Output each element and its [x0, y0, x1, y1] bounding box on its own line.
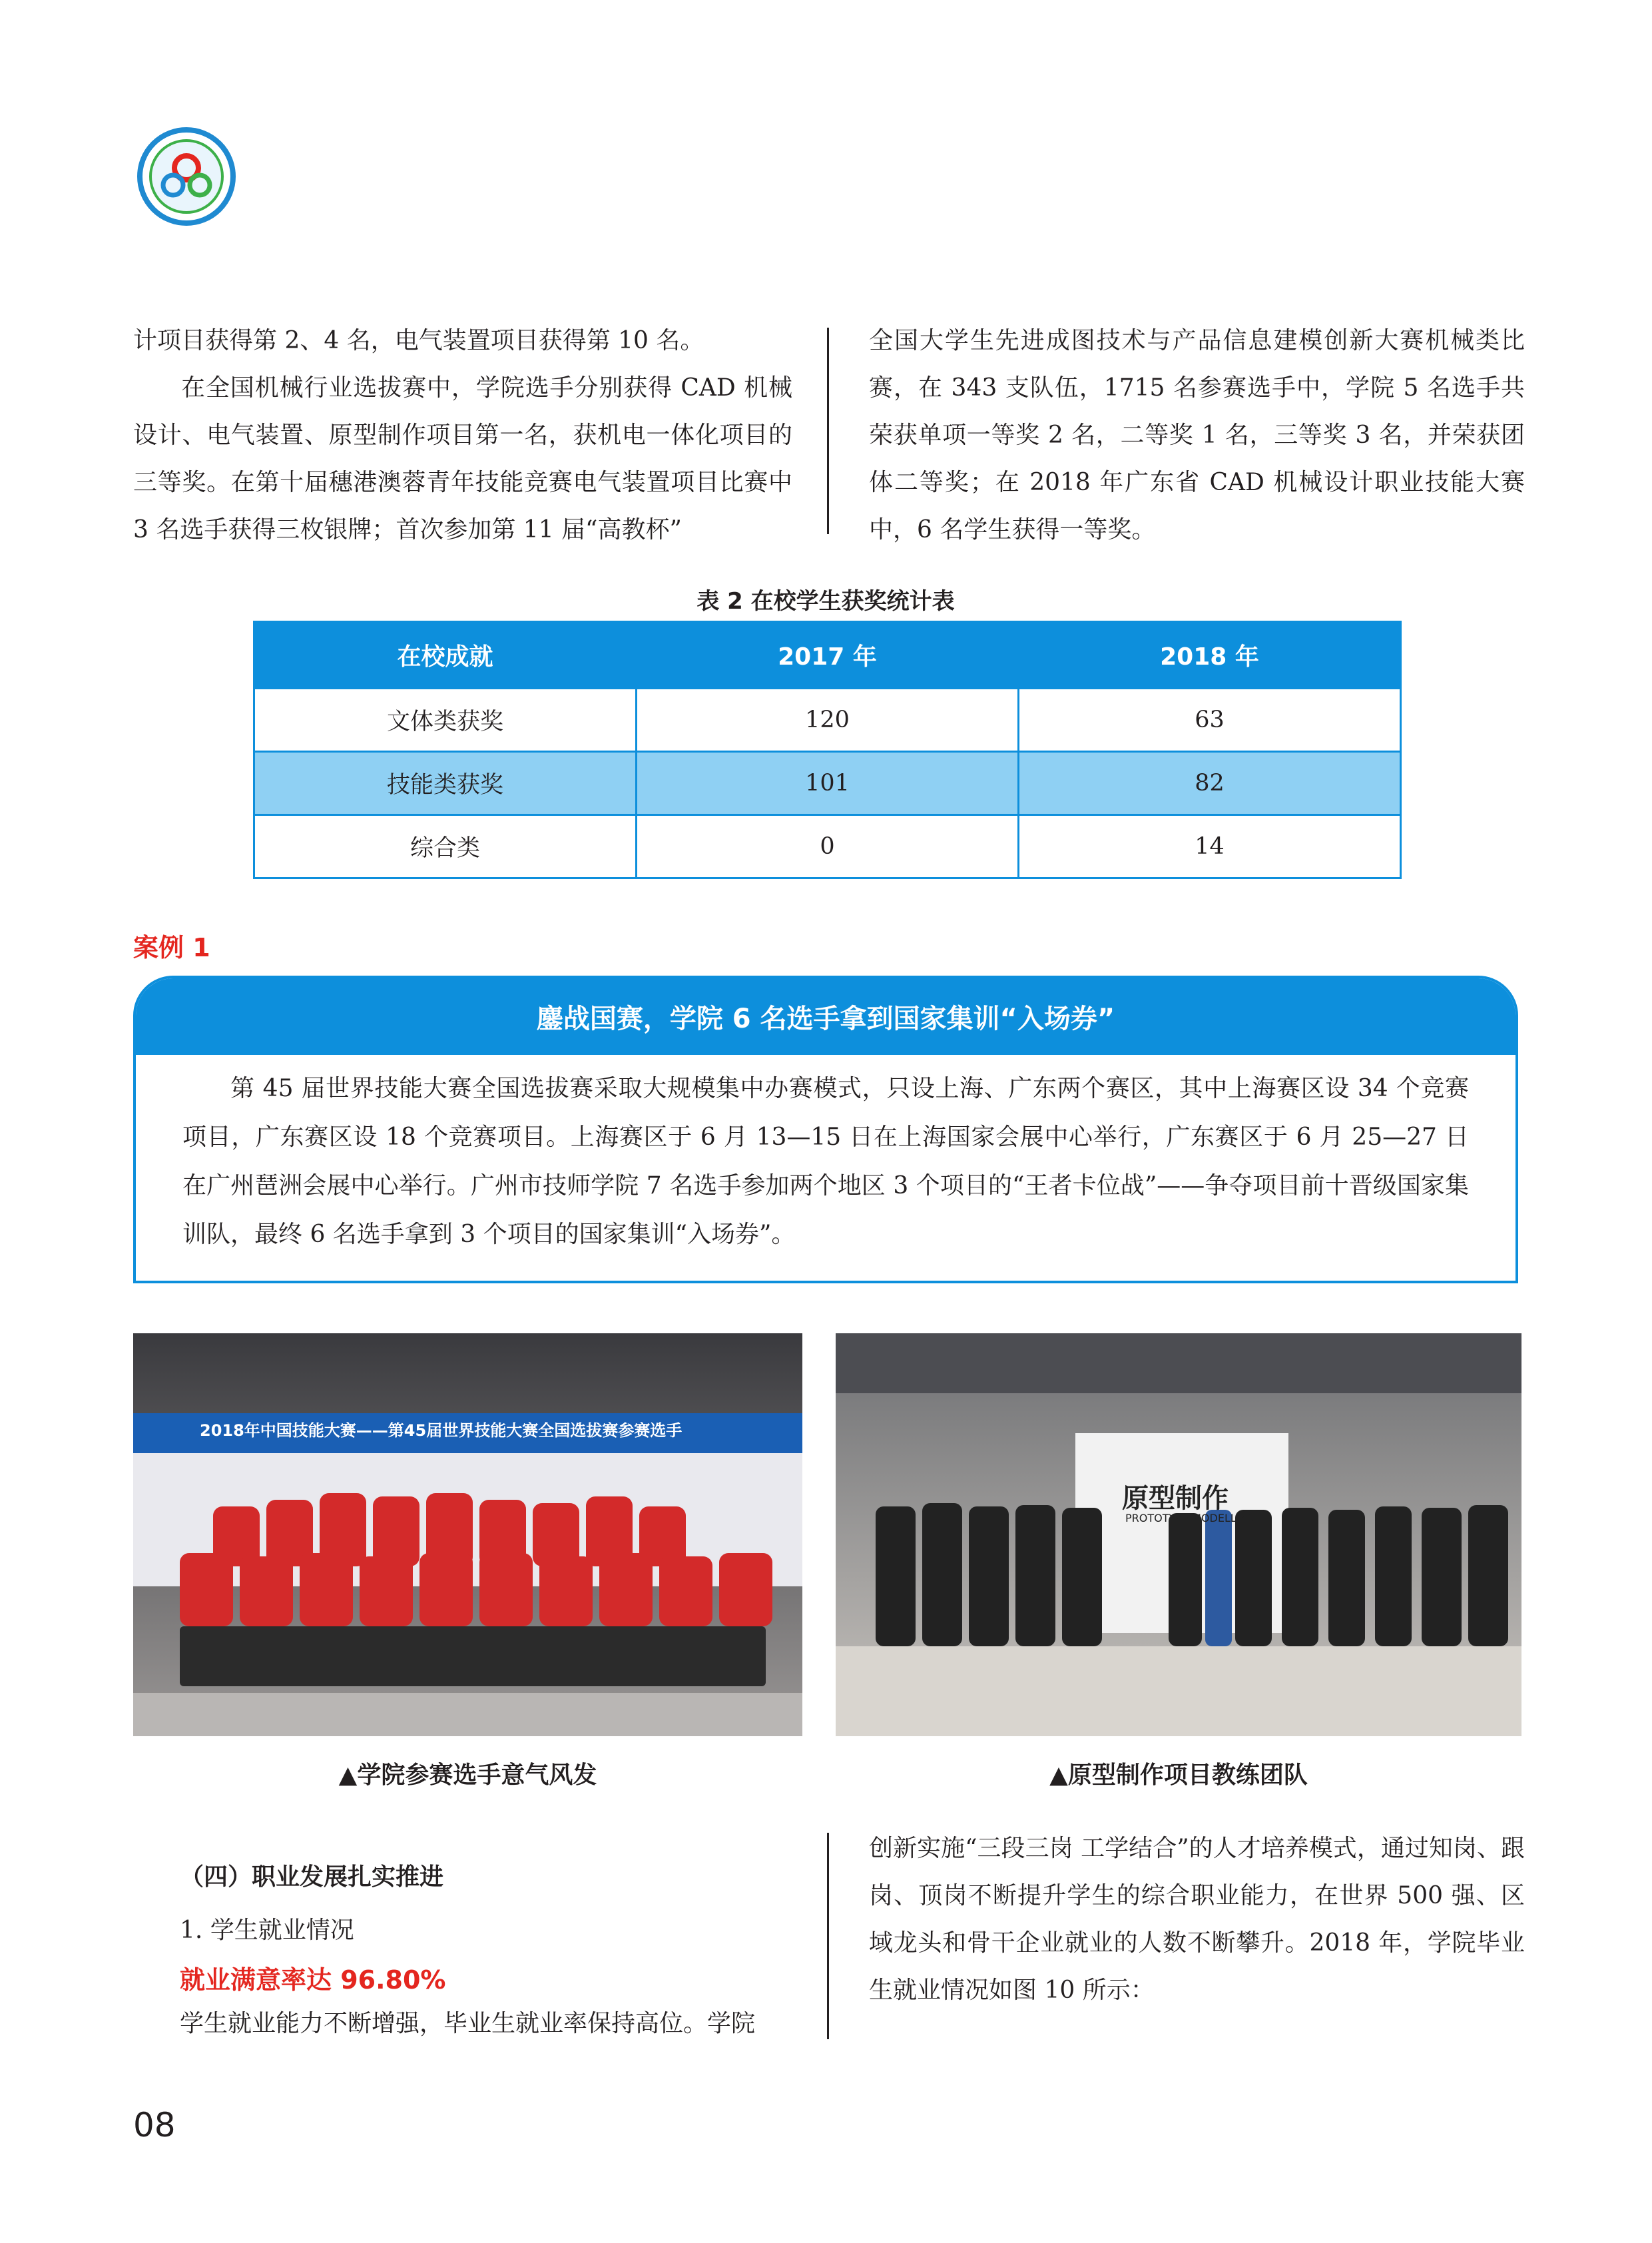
table-cell: 82: [1019, 752, 1401, 815]
top-left-column: [133, 317, 792, 553]
photo-1-banner: 2018年中国技能大赛——第45届世界技能大赛全国选拔赛参赛选手: [200, 1421, 683, 1440]
page-number: 08: [133, 2106, 176, 2144]
case-title: 鏖战国赛，学院 6 名选手拿到国家集训“入场券”: [136, 978, 1515, 1055]
bottom-left-text: 学生就业能力不断增强，毕业生就业率保持高位。学院: [180, 2010, 756, 2037]
photo-1-caption: ▲学院参赛选手意气风发: [338, 1762, 597, 1789]
column-divider-top: [827, 328, 829, 534]
table-header-cell: 2017 年: [637, 622, 1019, 689]
table-cell: 120: [637, 689, 1019, 752]
case-body: 第 45 届世界技能大赛全国选拔赛采取大规模集中办赛模式，只设上海、广东两个赛区，其中上海赛区设 34 个竞赛项目，广东赛区设 18 个竞赛项目。上海赛区于 6 月 13—15 日在上海国家会展中心举行，广东赛区于 6 月 25—27 日在广州琶洲会展中心举行。广州市技师学院 7 名选手参加两个地区 3 个项目的“王者卡位战”——争夺项目前十晋级国家集训队，最终 6 名选手拿到 3 个项目的国家集训“入场券”。: [182, 1075, 1469, 1248]
table-row: [254, 815, 1401, 878]
table-caption: 表 2 在校学生获奖统计表: [696, 588, 955, 615]
school-logo-icon: [137, 127, 236, 226]
table-cell: 101: [637, 752, 1019, 815]
section-heading: （四）职业发展扎实推进: [180, 1863, 444, 1891]
table-cell: 0: [637, 815, 1019, 878]
top-left-paragraph-2: 在全国机械行业选拔赛中，学院选手分别获得 CAD 机械设计、电气装置、原型制作项目第一名，获机电一体化项目的三等奖。在第十届穗港澳蓉青年技能竞赛电气装置项目比赛中 3 名选手获得三枚银牌；首次参加第 11 届“高教杯”: [133, 374, 792, 543]
case-label: 案例 1: [133, 933, 210, 962]
table-cell: 14: [1019, 815, 1401, 878]
photo-2-sign: 原型制作: [1122, 1483, 1229, 1514]
bottom-right-paragraph: 创新实施“三段三岗 工学结合”的人才培养模式，通过知岗、跟岗、顶岗不断提升学生的综合职业能力，在世界 500 强、区域龙头和骨干企业就业的人数不断攀升。2018 年，学院毕业生就业情况如图 10 所示：: [869, 1835, 1525, 2004]
top-right-column: [869, 317, 1525, 553]
table-header-cell: 在校成就: [254, 622, 637, 689]
top-left-paragraph-1: 计项目获得第 2、4 名，电气装置项目获得第 10 名。: [133, 327, 704, 354]
employment-highlight: 就业满意率达 96.80%: [180, 1965, 446, 1995]
table-cell: 技能类获奖: [254, 752, 637, 815]
table-row: [254, 689, 1401, 752]
photo-2-caption: ▲原型制作项目教练团队: [1049, 1762, 1308, 1789]
table-cell: 文体类获奖: [254, 689, 637, 752]
table-header-row: [254, 622, 1401, 689]
top-right-paragraph-1: 全国大学生先进成图技术与产品信息建模创新大赛机械类比赛，在 343 支队伍，1715 名参赛选手中，学院 5 名选手共荣获单项一等奖 2 名，二等奖 1 名，三等奖 3 名，并荣获团体二等奖；在 2018 年广东省 CAD 机械设计职业技能大赛中，6 名学生获得一等奖。: [869, 327, 1525, 543]
column-divider-bottom: [827, 1833, 829, 2039]
table-cell: 综合类: [254, 815, 637, 878]
coach-team-photo: [836, 1333, 1521, 1736]
awards-table: [253, 621, 1402, 879]
table-row: [254, 752, 1401, 815]
table-cell: 63: [1019, 689, 1401, 752]
case-box: [133, 976, 1518, 1283]
sub-heading: 1. 学生就业情况: [180, 1917, 354, 1944]
table-header-cell: 2018 年: [1019, 622, 1401, 689]
bottom-right-column: [869, 1825, 1525, 2014]
photo-2-sign-sub: PROTOTYPE MODELLING: [1125, 1512, 1256, 1524]
contestants-photo: [133, 1333, 802, 1736]
